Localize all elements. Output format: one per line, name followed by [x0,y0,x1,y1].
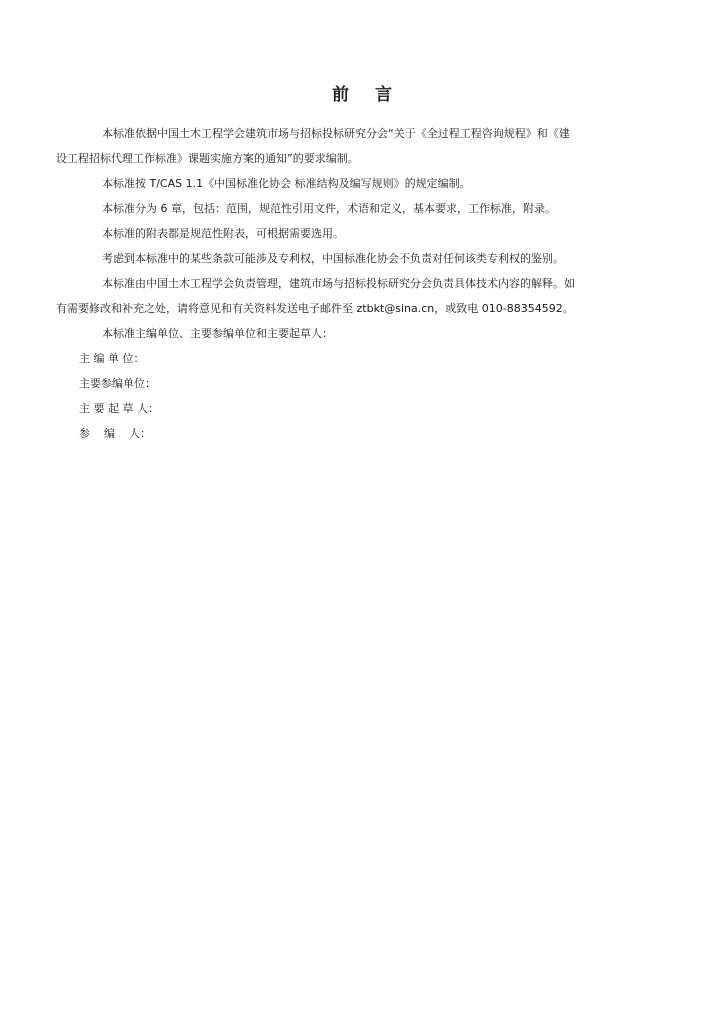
paragraph-line: 本标准的附表都是规范性附表，可根据需要选用。 [102,227,344,240]
paragraph-line: 本标准按 T/CAS 1.1《中国标准化协会 标准结构及编写规则》的规定编制。 [102,177,471,190]
chief-editor-unit-label: 主 编 单 位： [79,352,145,365]
paragraph-line: 本标准依据中国土木工程学会建筑市场与招标投标研究分会“关于《全过程工程咨询规程》和《建 [102,127,570,140]
paragraph-management [56,271,651,321]
paragraph-line: 本标准由中国土木工程学会负责管理，建筑市场与招标投标研究分会负责具体技术内容的解释。如 [102,277,575,290]
paragraph-chapters [79,196,651,221]
document-body [56,121,651,446]
paragraph-line: 本标准主编单位、主要参编单位和主要起草人： [102,327,333,340]
paragraph-line: 本标准分为 6 章，包括：范围，规范性引用文件，术语和定义，基本要求，工作标准，附录。 [102,202,556,215]
paragraph-line: 设工程招标代理工作标准》课题实施方案的通知”的要求编制。 [56,152,359,165]
paragraph-drafters-intro [79,321,651,346]
paragraph-line: 考虑到本标准中的某些条款可能涉及专利权，中国标准化协会不负责对任何该类专利权的鉴别。 [102,252,564,265]
paragraph-patent [79,246,651,271]
participating-units-label: 主要参编单位： [79,377,156,390]
paragraph-appendix [79,221,651,246]
main-drafters-label: 主 要 起 草 人： [79,402,159,415]
paragraph-line: 有需要修改和补充之处，请将意见和有关资料发送电子邮件至 ztbkt@sina.cn，或致电 010-88354592。 [56,302,574,315]
participants-label: 参 编 人： [79,427,151,440]
paragraph-basis [56,121,651,171]
page-title: 前 言 [332,85,402,105]
paragraph-format [79,171,651,196]
